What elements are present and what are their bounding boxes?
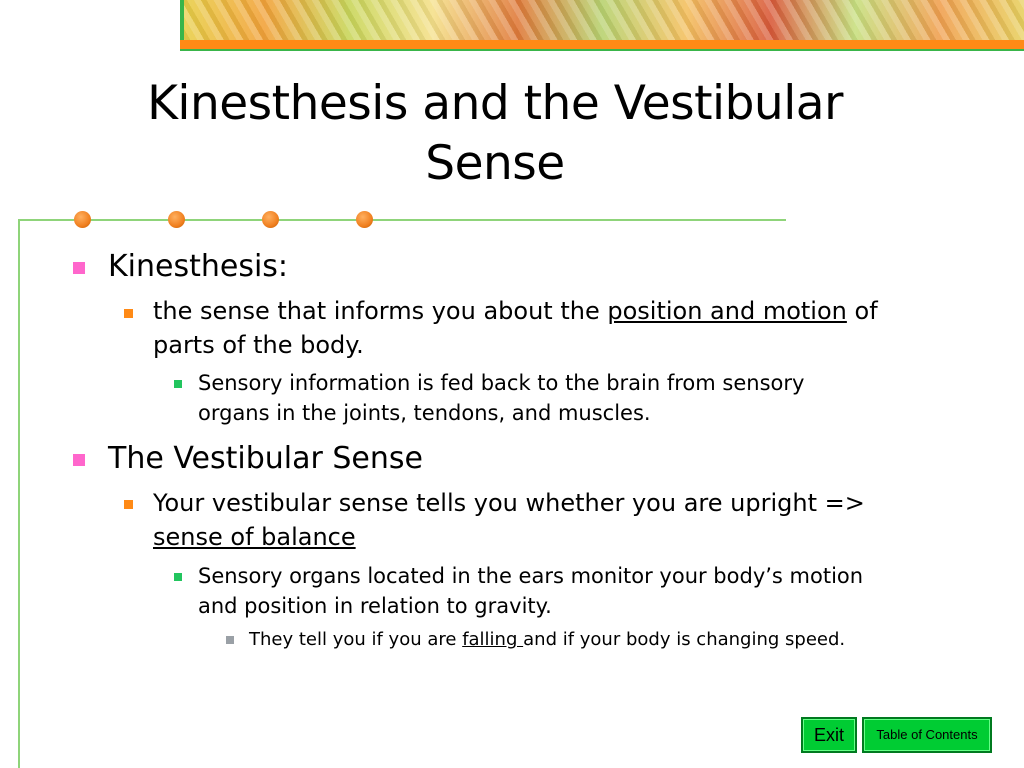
bullet-square-icon [226,636,234,644]
bullet-kinesthesis-definition [153,294,878,362]
slide-title-line-2: Sense [425,136,565,191]
bullet-kinesthesis-detail [198,368,804,428]
exit-button[interactable]: Exit [801,717,857,753]
bullet-vestibular-definition [153,486,865,554]
bullet-square-icon [174,380,182,388]
divider-dot [168,211,185,228]
bullet-square-icon [124,309,133,318]
title-divider [18,219,786,221]
detail-text: organs in the joints, tendons, and muscles. [198,401,651,425]
slide-title [60,74,930,194]
decorative-banner [180,0,1024,44]
divider-dot [262,211,279,228]
divider-dot [74,211,91,228]
bullet-square-icon [174,573,182,581]
left-divider [18,219,20,768]
banner-green-stripe [180,49,1024,51]
divider-dot [356,211,373,228]
definition-text: parts of the body. [153,331,364,359]
bullet-vestibular-detail [198,561,863,621]
bullet-kinesthesis-heading: Kinesthesis: [108,249,289,284]
bullet-square-icon [124,500,133,509]
position-and-motion-term: position and motion [607,297,847,325]
subdetail-text: They tell you if you are [249,629,463,650]
definition-text: of [846,297,878,325]
sense-of-balance-term: sense of balance [153,523,356,551]
detail-text: Sensory organs located in the ears monitor your body’s motion [198,564,864,588]
definition-text: Your vestibular sense tells you whether you are upright => [153,489,865,517]
bullet-vestibular-subdetail [249,627,845,653]
detail-text: and position in relation to gravity. [198,594,552,618]
table-of-contents-button[interactable]: Table of Contents [862,717,992,753]
bullet-square-icon [73,454,85,466]
banner-orange-stripe [180,40,1024,49]
detail-text: Sensory information is fed back to the brain from sensory [198,371,805,395]
bullet-square-icon [73,262,85,274]
bullet-vestibular-heading: The Vestibular Sense [108,441,423,476]
definition-text: the sense that informs you about the [153,297,608,325]
slide-title-line-1: Kinesthesis and the Vestibular [147,76,843,131]
subdetail-text: and if your body is changing speed. [523,629,846,650]
banner-left-border [180,0,184,44]
falling-term: falling [462,629,524,650]
